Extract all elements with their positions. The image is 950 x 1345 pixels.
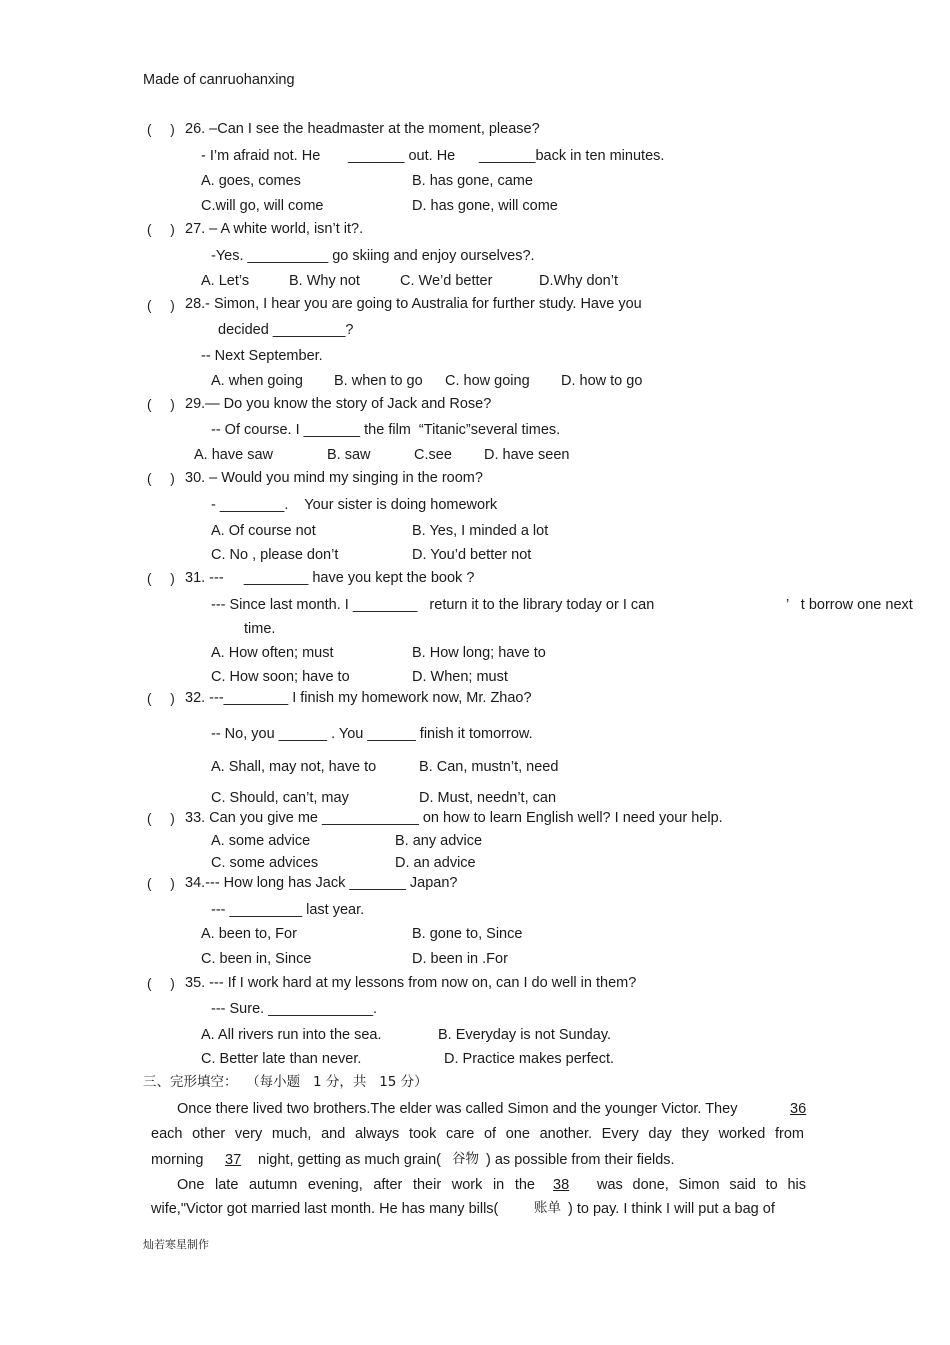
answer-bracket: ( ) bbox=[147, 976, 175, 991]
page-header: Made of canruohanxing bbox=[143, 72, 295, 88]
answer-bracket: ( ) bbox=[147, 298, 175, 313]
question-27-line: -Yes. __________ go skiing and enjoy ourselves?. bbox=[211, 248, 535, 264]
option-a: A. have saw bbox=[194, 447, 273, 463]
question-31-line: --- Since last month. I ________ return it to the library today or I can bbox=[211, 597, 655, 613]
option-a: A. How often; must bbox=[211, 645, 334, 661]
answer-bracket: ( ) bbox=[147, 471, 175, 486]
option-c: C. Better late than never. bbox=[201, 1051, 362, 1067]
question-28-line: -- Next September. bbox=[201, 348, 323, 364]
option-a: A. All rivers run into the sea. bbox=[201, 1027, 382, 1043]
answer-bracket: ( ) bbox=[147, 876, 175, 891]
answer-bracket: ( ) bbox=[147, 691, 175, 706]
question-33-stem: 33. Can you give me ____________ on how to learn English well? I need your help. bbox=[185, 810, 723, 826]
option-c: C. how going bbox=[445, 373, 530, 389]
cloze-line-2: each other very much, and always took care of one another. Every day they worked from bbox=[151, 1126, 804, 1142]
option-a: A. Let’s bbox=[201, 273, 250, 289]
question-32-stem: 32. ---________ I finish my homework now, Mr. Zhao? bbox=[185, 690, 532, 706]
cloze-line-4: One late autumn evening, after their work in the bbox=[177, 1177, 535, 1193]
answer-bracket: ( ) bbox=[147, 222, 175, 237]
question-26-line: _______back in ten minutes. bbox=[479, 148, 665, 164]
blank-36: 36 bbox=[790, 1101, 807, 1117]
option-c: C. Should, can’t, may bbox=[211, 790, 349, 806]
question-31-line: time. bbox=[244, 621, 276, 637]
cloze-line-3: morning bbox=[151, 1152, 204, 1168]
option-d: D. has gone, will come bbox=[412, 198, 558, 214]
cloze-line-5: ) to pay. I think I will put a bag of bbox=[568, 1201, 775, 1217]
option-d: D. been in .For bbox=[412, 951, 508, 967]
option-a: A. Of course not bbox=[211, 523, 316, 539]
page-footer: 灿若寒星制作 bbox=[143, 1238, 209, 1251]
cloze-line-3: ) as possible from their fields. bbox=[486, 1152, 675, 1168]
option-b: B. has gone, came bbox=[412, 173, 533, 189]
question-34-stem: 34.--- How long has Jack _______ Japan? bbox=[185, 875, 458, 891]
cloze-line-4: was done, Simon said to his bbox=[597, 1177, 806, 1193]
option-b: B. gone to, Since bbox=[412, 926, 523, 942]
option-d: D. You’d better not bbox=[412, 547, 532, 563]
option-c: C. been in, Since bbox=[201, 951, 312, 967]
question-31-line: ’ t borrow one next bbox=[786, 597, 913, 613]
option-a: A. Shall, may not, have to bbox=[211, 759, 377, 775]
question-26-line: - I’m afraid not. He bbox=[201, 148, 321, 164]
option-a: A. when going bbox=[211, 373, 303, 389]
option-c: C. some advices bbox=[211, 855, 319, 871]
option-d: D. When; must bbox=[412, 669, 508, 685]
cloze-line-3: night, getting as much grain( bbox=[258, 1152, 441, 1168]
blank-37: 37 bbox=[225, 1152, 242, 1168]
option-b: B. Everyday is not Sunday. bbox=[438, 1027, 612, 1043]
question-30-line: - ________. Your sister is doing homework bbox=[211, 497, 498, 513]
option-a: A. some advice bbox=[211, 833, 311, 849]
option-b: B. Why not bbox=[289, 273, 360, 289]
option-c: C. How soon; have to bbox=[211, 669, 350, 685]
option-b: B. any advice bbox=[395, 833, 483, 849]
option-b: B. Yes, I minded a lot bbox=[412, 523, 549, 539]
option-d: D. Practice makes perfect. bbox=[444, 1051, 615, 1067]
option-c: C. We’d better bbox=[400, 273, 493, 289]
option-a: A. been to, For bbox=[201, 926, 297, 942]
question-32-line: -- No, you ______ . You ______ finish it tomorrow. bbox=[211, 726, 533, 742]
question-29-stem: 29.— Do you know the story of Jack and Rose? bbox=[185, 396, 492, 412]
question-26-stem: 26. –Can I see the headmaster at the moment, please? bbox=[185, 121, 540, 137]
option-b: B. when to go bbox=[334, 373, 423, 389]
cloze-line-1: Once there lived two brothers.The elder was called Simon and the younger Victor. They bbox=[177, 1101, 738, 1117]
question-29-line: -- Of course. I _______ the film “Titanic”several times. bbox=[211, 422, 561, 438]
cloze-line-5: wife,"Victor got married last month. He has many bills( bbox=[151, 1201, 499, 1217]
question-35-stem: 35. --- If I work hard at my lessons from now on, can I do well in them? bbox=[185, 975, 637, 991]
option-d: D. have seen bbox=[484, 447, 570, 463]
answer-bracket: ( ) bbox=[147, 397, 175, 412]
question-35-line: --- Sure. _____________. bbox=[211, 1001, 378, 1017]
answer-bracket: ( ) bbox=[147, 571, 175, 586]
question-28-line: decided _________? bbox=[218, 322, 354, 338]
blank-38: 38 bbox=[553, 1177, 570, 1193]
option-b: B. Can, mustn’t, need bbox=[419, 759, 559, 775]
option-d: D.Why don’t bbox=[539, 273, 618, 289]
cloze-chinese-gloss: 谷物 bbox=[452, 1151, 479, 1167]
answer-bracket: ( ) bbox=[147, 811, 175, 826]
answer-bracket: ( ) bbox=[147, 122, 175, 137]
option-c: C. No , please don’t bbox=[211, 547, 339, 563]
question-34-line: --- _________ last year. bbox=[211, 902, 365, 918]
question-27-stem: 27. – A white world, isn’t it?. bbox=[185, 221, 364, 237]
cloze-chinese-gloss: 账单 bbox=[534, 1200, 561, 1216]
question-26-line: _______ out. He bbox=[348, 148, 456, 164]
option-d: D. how to go bbox=[561, 373, 643, 389]
option-d: D. an advice bbox=[395, 855, 476, 871]
option-b: B. How long; have to bbox=[412, 645, 546, 661]
section-3-heading: 三、完形填空： （每小题 1 分，共 15 分） bbox=[143, 1074, 428, 1090]
option-c: C.see bbox=[414, 447, 452, 463]
question-31-stem: 31. --- ________ have you kept the book ? bbox=[185, 570, 475, 586]
question-30-stem: 30. – Would you mind my singing in the room? bbox=[185, 470, 483, 486]
option-a: A. goes, comes bbox=[201, 173, 301, 189]
question-28-stem: 28.- Simon, I hear you are going to Australia for further study. Have you bbox=[185, 296, 642, 312]
option-c: C.will go, will come bbox=[201, 198, 324, 214]
option-d: D. Must, needn’t, can bbox=[419, 790, 557, 806]
option-b: B. saw bbox=[327, 447, 371, 463]
